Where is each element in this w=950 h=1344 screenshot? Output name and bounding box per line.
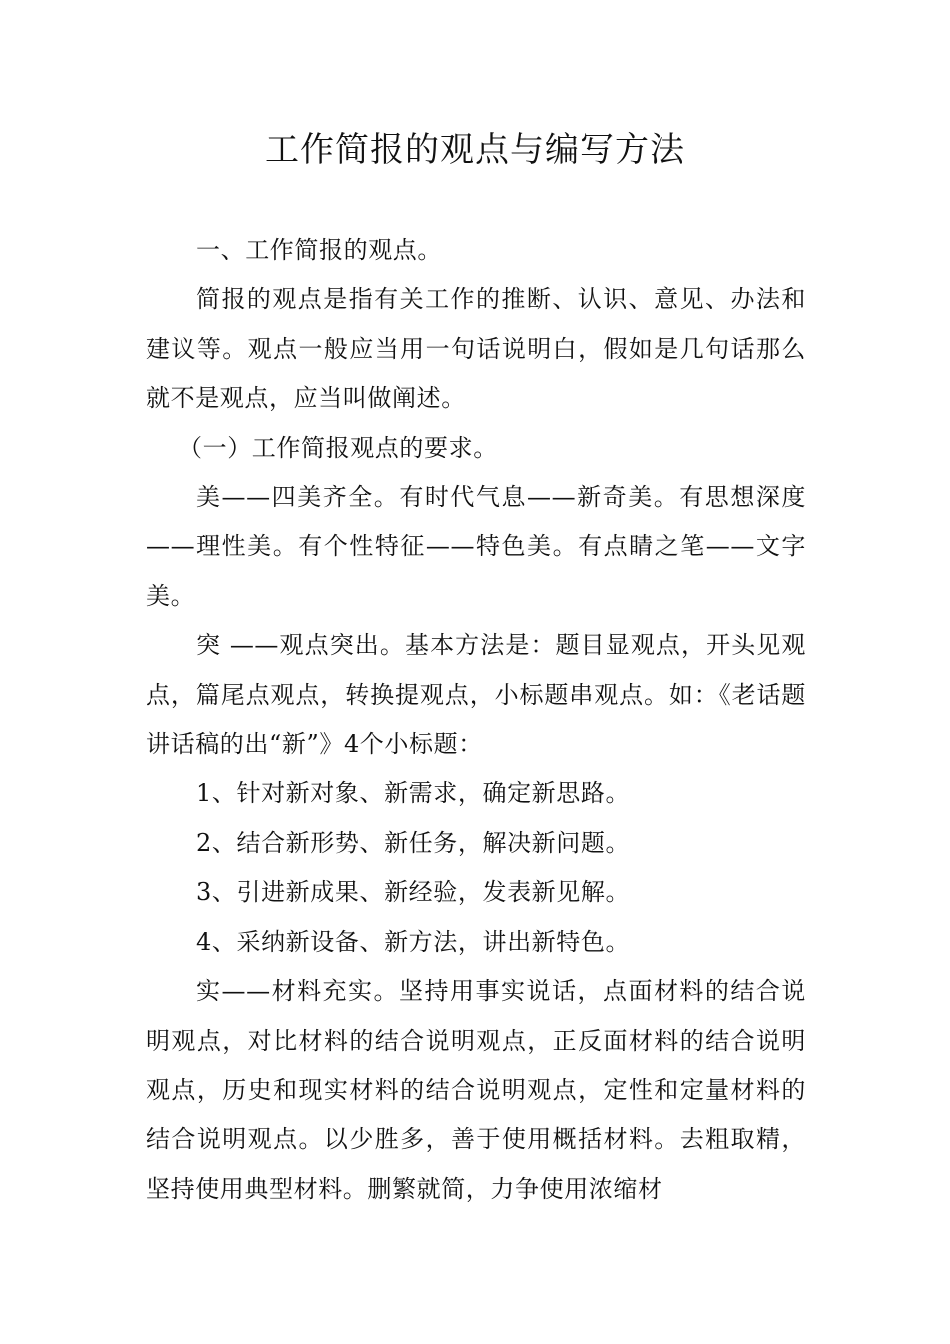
document-title: 工作简报的观点与编写方法 bbox=[265, 130, 685, 170]
subsection-heading: （一）工作简报观点的要求。 bbox=[178, 433, 498, 462]
document-body bbox=[146, 226, 806, 1214]
list-item: 2、结合新形势、新任务，解决新问题。 bbox=[196, 828, 631, 857]
list-item: 4、采纳新设备、新方法，讲出新特色。 bbox=[196, 927, 631, 956]
paragraph: 美——四美齐全。有时代气息——新奇美。有思想深度——理性美。有个性特征——特色美。有点睛之笔——文字美。 bbox=[146, 483, 806, 610]
paragraph: 简报的观点是指有关工作的推断、认识、意见、办法和建议等。观点一般应当用一句话说明白，假如是几句话那么就不是观点，应当叫做阐述。 bbox=[146, 285, 806, 413]
section-heading: 一、工作简报的观点。 bbox=[196, 236, 442, 264]
list-item: 1、针对新对象、新需求，确定新思路。 bbox=[196, 779, 631, 808]
paragraph: 突 ——观点突出。基本方法是：题目显观点，开头见观点，篇尾点观点，转换提观点，小标题串观点。如：《老话题讲话稿的出“新”》4个小标题： bbox=[146, 631, 806, 759]
list-item: 3、引进新成果、新经验，发表新见解。 bbox=[196, 878, 631, 907]
paragraph: 实——材料充实。坚持用事实说话，点面材料的结合说明观点，对比材料的结合说明观点，正反面材料的结合说明观点，历史和现实材料的结合说明观点，定性和定量材料的结合说明观点。以少胜多，善于使用概括材料。去粗取精，坚持使用典型材料。删繁就简，力争使用浓缩材 bbox=[146, 977, 806, 1203]
